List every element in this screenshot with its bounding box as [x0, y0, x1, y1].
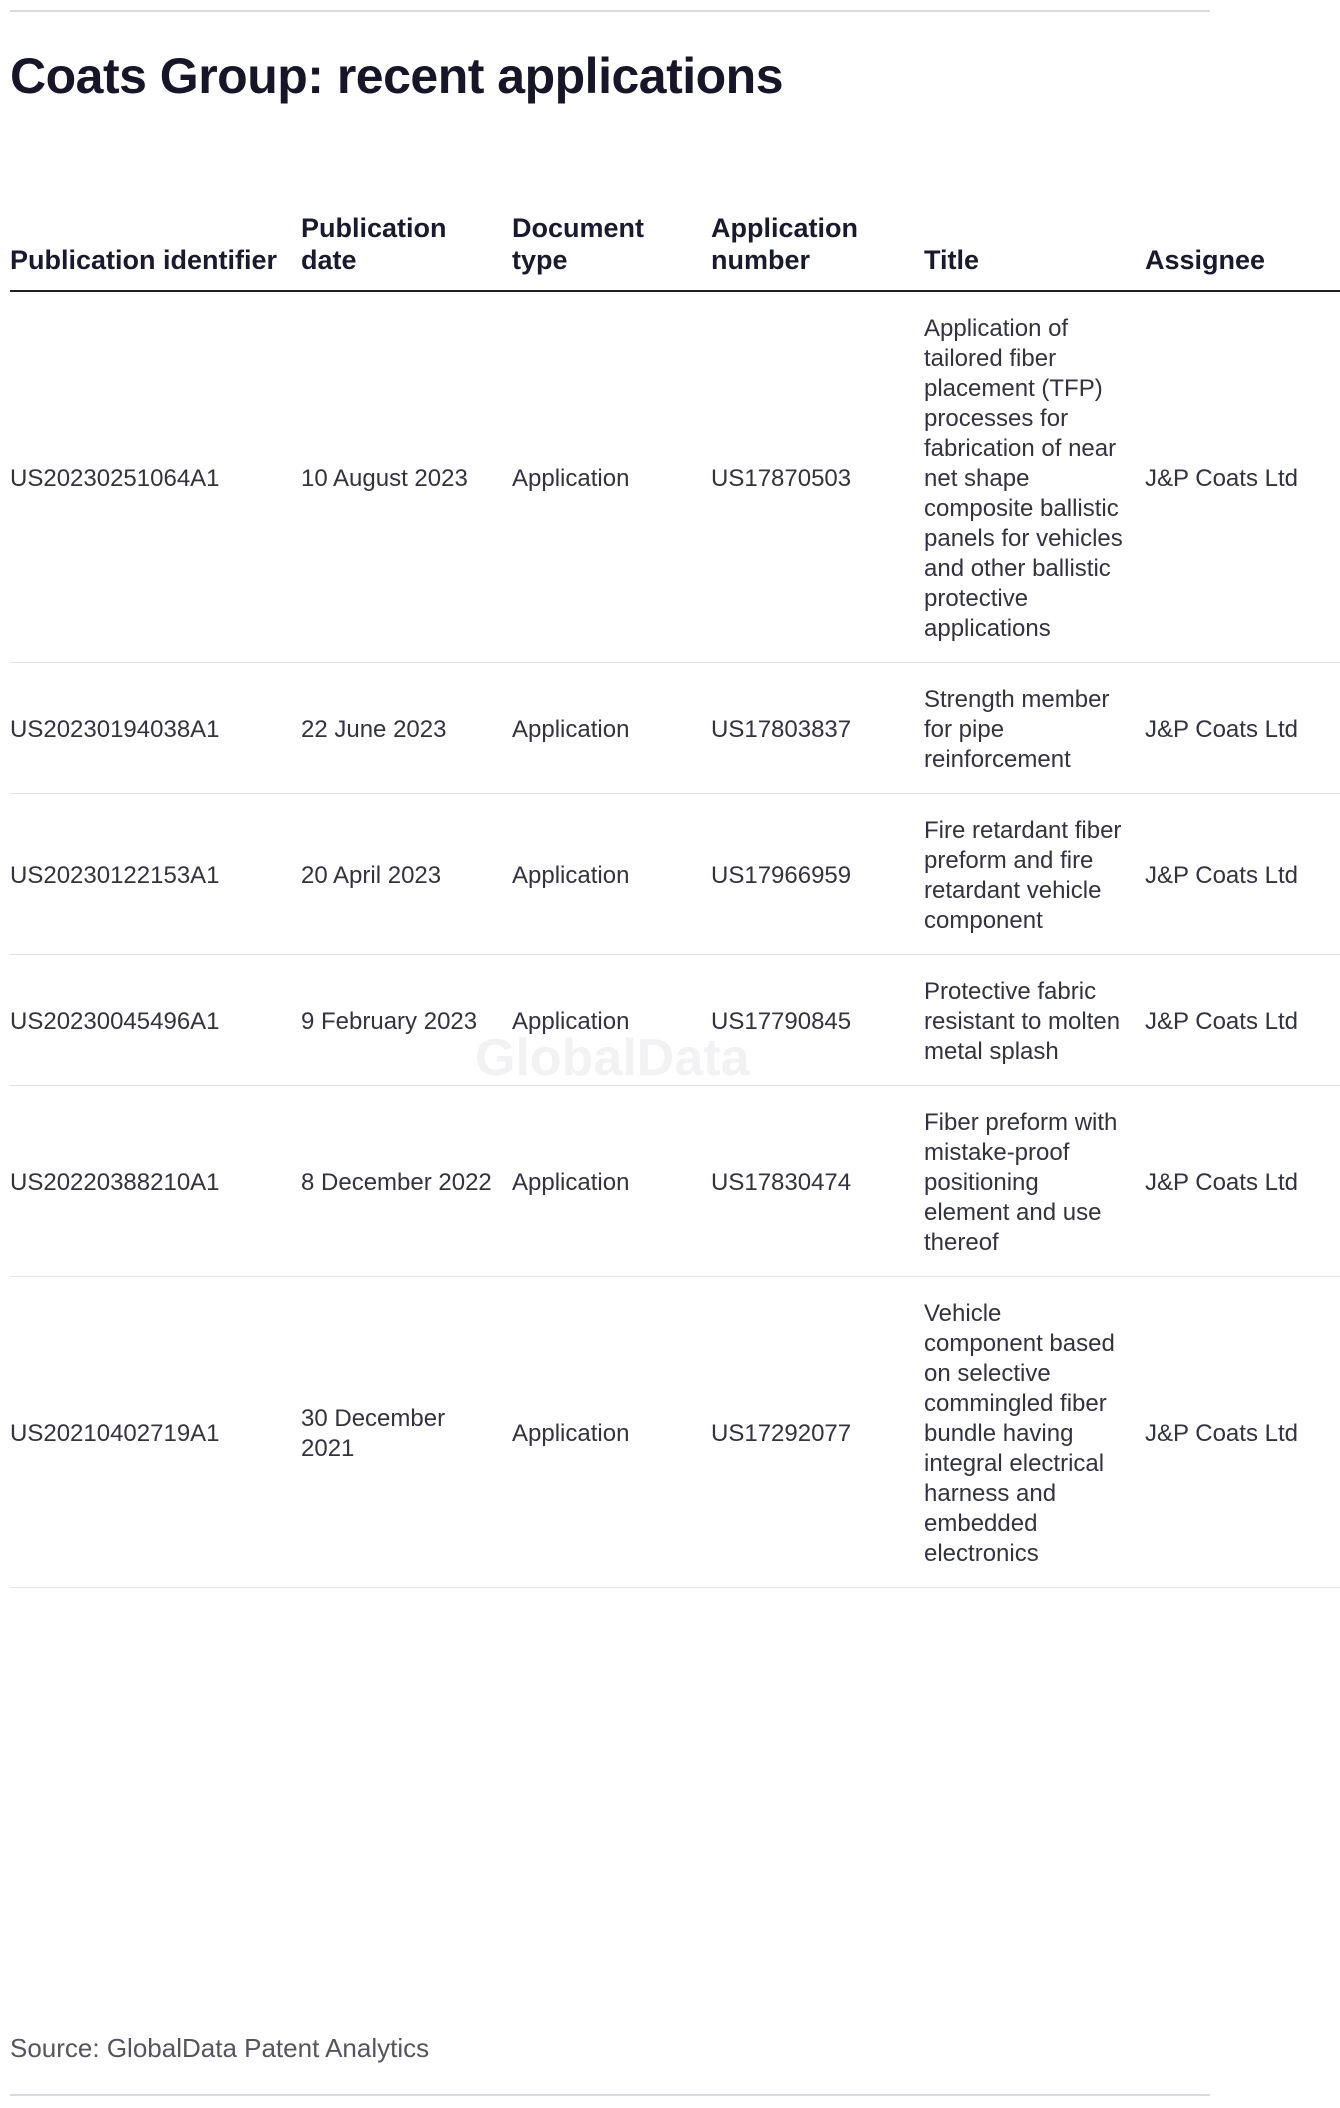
- cell-publication-date: 22 June 2023: [301, 663, 512, 794]
- cell-application-number: US17830474: [711, 1086, 924, 1277]
- cell-publication-date: 8 December 2022: [301, 1086, 512, 1277]
- column-header-document-type: Document type: [512, 200, 711, 291]
- table-row: [10, 663, 1340, 794]
- bottom-divider: [10, 2094, 1210, 2096]
- cell-assignee: J&P Coats Ltd: [1145, 794, 1340, 955]
- cell-title: Strength member for pipe reinforcement: [924, 663, 1145, 794]
- column-header-title: Title: [924, 200, 1145, 291]
- cell-publication-identifier: US20230194038A1: [10, 663, 301, 794]
- cell-document-type: Application: [512, 291, 711, 663]
- column-header-publication-identifier: Publication identifier: [10, 200, 301, 291]
- applications-table: [10, 200, 1340, 1588]
- cell-publication-date: 10 August 2023: [301, 291, 512, 663]
- cell-title: Protective fabric resistant to molten metal splash: [924, 955, 1145, 1086]
- cell-title: Application of tailored fiber placement (TFP) processes for fabrication of near net shape composite ballistic panels for vehicles and other ballistic protective applications: [924, 291, 1145, 663]
- cell-publication-identifier: US20220388210A1: [10, 1086, 301, 1277]
- cell-publication-identifier: US20230251064A1: [10, 291, 301, 663]
- table-header-row: [10, 200, 1340, 291]
- cell-assignee: J&P Coats Ltd: [1145, 1277, 1340, 1588]
- cell-publication-date: 30 December 2021: [301, 1277, 512, 1588]
- cell-application-number: US17292077: [711, 1277, 924, 1588]
- cell-assignee: J&P Coats Ltd: [1145, 1086, 1340, 1277]
- column-header-publication-date: Publication date: [301, 200, 512, 291]
- table-row: [10, 291, 1340, 663]
- cell-document-type: Application: [512, 1277, 711, 1588]
- cell-assignee: J&P Coats Ltd: [1145, 663, 1340, 794]
- table-row: [10, 794, 1340, 955]
- cell-application-number: US17803837: [711, 663, 924, 794]
- cell-document-type: Application: [512, 1086, 711, 1277]
- cell-title: Fiber preform with mistake-proof positioning element and use thereof: [924, 1086, 1145, 1277]
- cell-publication-date: 9 February 2023: [301, 955, 512, 1086]
- cell-title: Vehicle component based on selective commingled fiber bundle having integral electrical harness and embedded electronics: [924, 1277, 1145, 1588]
- source-note: Source: GlobalData Patent Analytics: [10, 2033, 430, 2063]
- cell-application-number: US17966959: [711, 794, 924, 955]
- cell-publication-identifier: US20210402719A1: [10, 1277, 301, 1588]
- table-row: [10, 955, 1340, 1086]
- cell-publication-date: 20 April 2023: [301, 794, 512, 955]
- cell-document-type: Application: [512, 663, 711, 794]
- table-row: [10, 1086, 1340, 1277]
- cell-application-number: US17790845: [711, 955, 924, 1086]
- column-header-assignee: Assignee: [1145, 200, 1340, 291]
- cell-publication-identifier: US20230122153A1: [10, 794, 301, 955]
- cell-assignee: J&P Coats Ltd: [1145, 955, 1340, 1086]
- cell-document-type: Application: [512, 955, 711, 1086]
- cell-title: Fire retardant fiber preform and fire retardant vehicle component: [924, 794, 1145, 955]
- cell-application-number: US17870503: [711, 291, 924, 663]
- column-header-application-number: Application number: [711, 200, 924, 291]
- top-divider: [10, 10, 1210, 12]
- watermark: GlobalData: [475, 1029, 750, 1087]
- cell-publication-identifier: US20230045496A1: [10, 955, 301, 1086]
- table-row: [10, 1277, 1340, 1588]
- page-title: Coats Group: recent applications: [10, 48, 784, 104]
- cell-document-type: Application: [512, 794, 711, 955]
- cell-assignee: J&P Coats Ltd: [1145, 291, 1340, 663]
- table-viewport[interactable]: [0, 200, 1298, 1980]
